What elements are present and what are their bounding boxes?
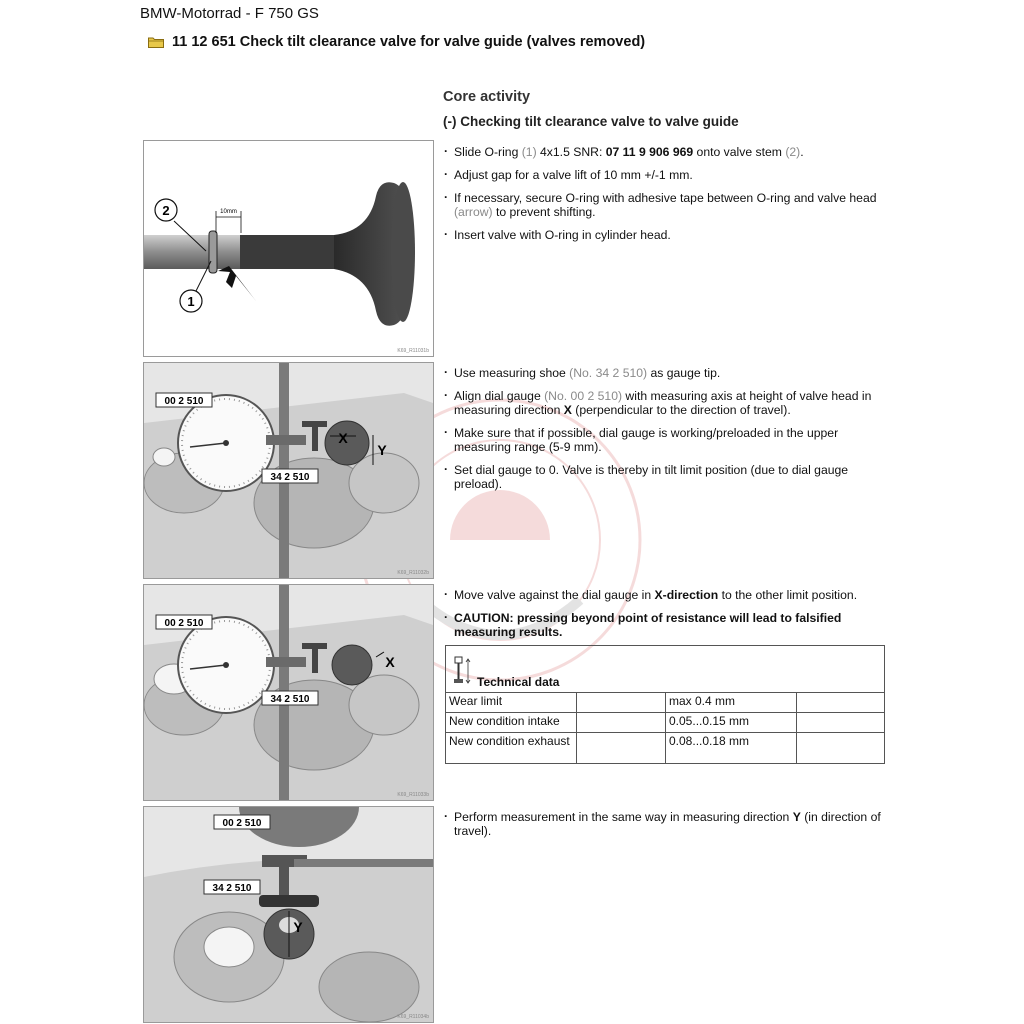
figure-reference: K69_R11032b — [397, 570, 429, 576]
list-item: · Slide O-ring (1) 4x1.5 SNR: 07 11 9 906 969 onto valve stem (2). — [443, 145, 893, 159]
table-row: New condition exhaust 0.08...0.18 mm — [446, 733, 885, 764]
figure-reference: K69_R11031b — [397, 348, 429, 354]
list-item: · Adjust gap for a valve lift of 10 mm +/-1 mm. — [443, 168, 893, 182]
gauge-label: 00 2 510 — [164, 396, 204, 407]
document-title-row — [148, 34, 645, 50]
shoe-label: 34 2 510 — [270, 694, 310, 705]
list-item: · Set dial gauge to 0. Valve is thereby in tilt limit position (due to dial gauge preload). — [443, 463, 893, 491]
caliper-icon — [449, 655, 473, 689]
steps-group-3 — [443, 588, 893, 648]
steps-group-1 — [443, 145, 893, 251]
direction-y-label: Y — [293, 919, 303, 935]
gauge-label: 00 2 510 — [222, 818, 262, 829]
section-heading: Core activity — [443, 89, 531, 105]
dial-gauge-illustration — [144, 807, 433, 1022]
folder-icon — [148, 36, 164, 48]
figure-dial-gauge-xy — [143, 362, 434, 579]
shoe-label: 34 2 510 — [270, 472, 310, 483]
technical-data-header: Technical data — [446, 646, 885, 693]
figure-valve-oring — [143, 140, 434, 357]
document-title: 11 12 651 Check tilt clearance valve for valve guide (valves removed) — [172, 34, 646, 50]
figure-dial-gauge-y — [143, 806, 434, 1023]
callout-1: 1 — [187, 294, 195, 309]
figure-reference: K69_R11034b — [397, 1014, 429, 1020]
list-item: · Use measuring shoe (No. 34 2 510) as gauge tip. — [443, 366, 893, 380]
list-item: · Align dial gauge (No. 00 2 510) with measuring axis at height of valve head in measuring direction X (perpendicular to the direction of travel). — [443, 389, 893, 417]
list-item: · Insert valve with O-ring in cylinder head. — [443, 228, 893, 242]
dimension-label: 10mm — [220, 209, 237, 215]
dial-gauge-illustration — [144, 363, 433, 578]
callout-2: 2 — [162, 203, 170, 218]
direction-y-label: Y — [377, 442, 387, 458]
direction-x-label: X — [338, 430, 348, 446]
list-item: · Move valve against the dial gauge in X-direction to the other limit position. — [443, 588, 893, 602]
steps-group-4 — [443, 810, 893, 847]
shoe-label: 34 2 510 — [212, 883, 252, 894]
list-item: · Perform measurement in the same way in measuring direction Y (in direction of travel). — [443, 810, 893, 838]
table-row: Wear limit max 0.4 mm — [446, 693, 885, 713]
gauge-label: 00 2 510 — [164, 618, 204, 629]
section-subheading: (-) Checking tilt clearance valve to valve guide — [443, 114, 739, 129]
table-row: New condition intake 0.05...0.15 mm — [446, 713, 885, 733]
direction-x-label: X — [385, 654, 395, 670]
caution-item: · CAUTION: pressing beyond point of resistance will lead to falsified measuring results. — [443, 611, 893, 639]
steps-group-2 — [443, 366, 893, 500]
list-item: · Make sure that if possible, dial gauge is working/preloaded in the upper measuring range (5-9 mm). — [443, 426, 893, 454]
technical-data-table — [445, 645, 885, 764]
dial-gauge-illustration — [144, 585, 433, 800]
figure-reference: K69_R11033b — [397, 792, 429, 798]
document-brand: BMW-Motorrad - F 750 GS — [140, 5, 319, 22]
valve-illustration — [144, 141, 433, 356]
list-item: · If necessary, secure O-ring with adhesive tape between O-ring and valve head (arrow) to prevent shifting. — [443, 191, 893, 219]
arrow-icon — [218, 266, 256, 301]
figure-dial-gauge-x — [143, 584, 434, 801]
